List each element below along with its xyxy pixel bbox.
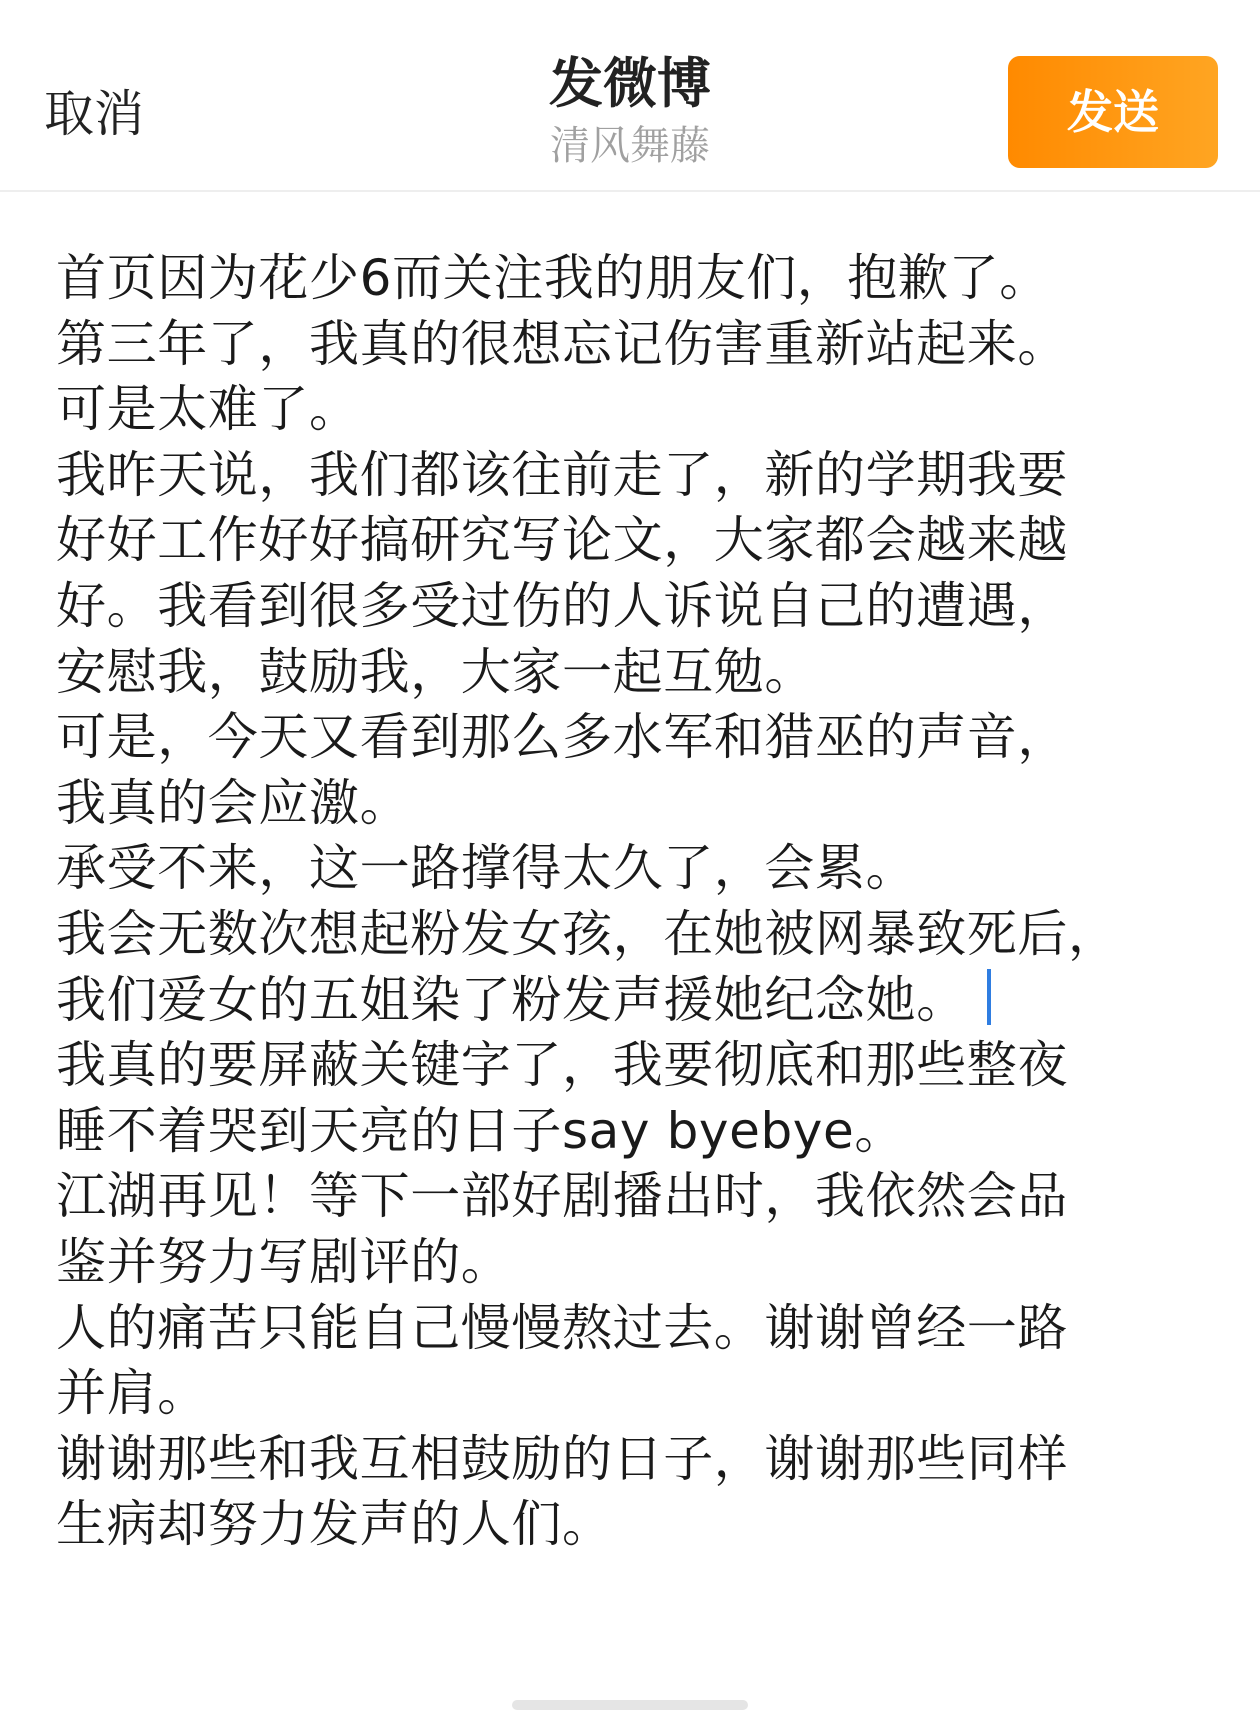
text-line: 江湖再见！等下一部好剧播出时，我依然会品	[56, 1167, 1068, 1226]
text-line: 承受不来，这一路撑得太久了，会累。	[56, 839, 917, 898]
post-text-area[interactable]	[56, 246, 1206, 1558]
text-line: 可是太难了。	[56, 380, 360, 439]
text-line: 我真的要屏蔽关键字了，我要彻底和那些整夜	[56, 1036, 1068, 1095]
home-indicator	[512, 1700, 748, 1710]
text-cursor	[987, 969, 991, 1025]
text-line: 好。我看到很多受过伤的人诉说自己的遭遇，	[56, 576, 1068, 635]
text-line: 好好工作好好搞研究写论文，大家都会越来越	[56, 511, 1068, 570]
text-line: 安慰我，鼓励我，大家一起互勉。	[56, 642, 815, 701]
cancel-button[interactable]: 取消	[44, 85, 144, 143]
text-line: 生病却努力发声的人们。	[56, 1495, 613, 1554]
text-line-with-caret	[56, 968, 1206, 1034]
text-line: 第三年了，我真的很想忘记伤害重新站起来。	[56, 314, 1068, 373]
text-line: 谢谢那些和我互相鼓励的日子，谢谢那些同样	[56, 1429, 1068, 1488]
text-line: 睡不着哭到天亮的日子say byebye。	[56, 1101, 905, 1160]
text-line: 我真的会应激。	[56, 773, 411, 832]
send-button[interactable]: 发送	[1008, 56, 1218, 168]
text-line: 鉴并努力写剧评的。	[56, 1232, 512, 1291]
text-line: 并肩。	[56, 1364, 208, 1423]
text-line: 我会无数次想起粉发女孩，在她被网暴致死后，	[56, 904, 1119, 963]
text-line: 人的痛苦只能自己慢慢熬过去。谢谢曾经一路	[56, 1298, 1068, 1357]
page-title: 发微博	[549, 52, 711, 115]
compose-header	[0, 0, 1260, 192]
text-line: 可是，今天又看到那么多水军和猎巫的声音，	[56, 708, 1068, 767]
text-line: 首页因为花少6而关注我的朋友们，抱歉了。	[56, 249, 1050, 307]
account-name: 清风舞藤	[550, 123, 710, 169]
text-line: 我昨天说，我们都该往前走了，新的学期我要	[56, 445, 1068, 504]
text-line: 我们爱女的五姐染了粉发声援她纪念她。	[56, 970, 967, 1029]
